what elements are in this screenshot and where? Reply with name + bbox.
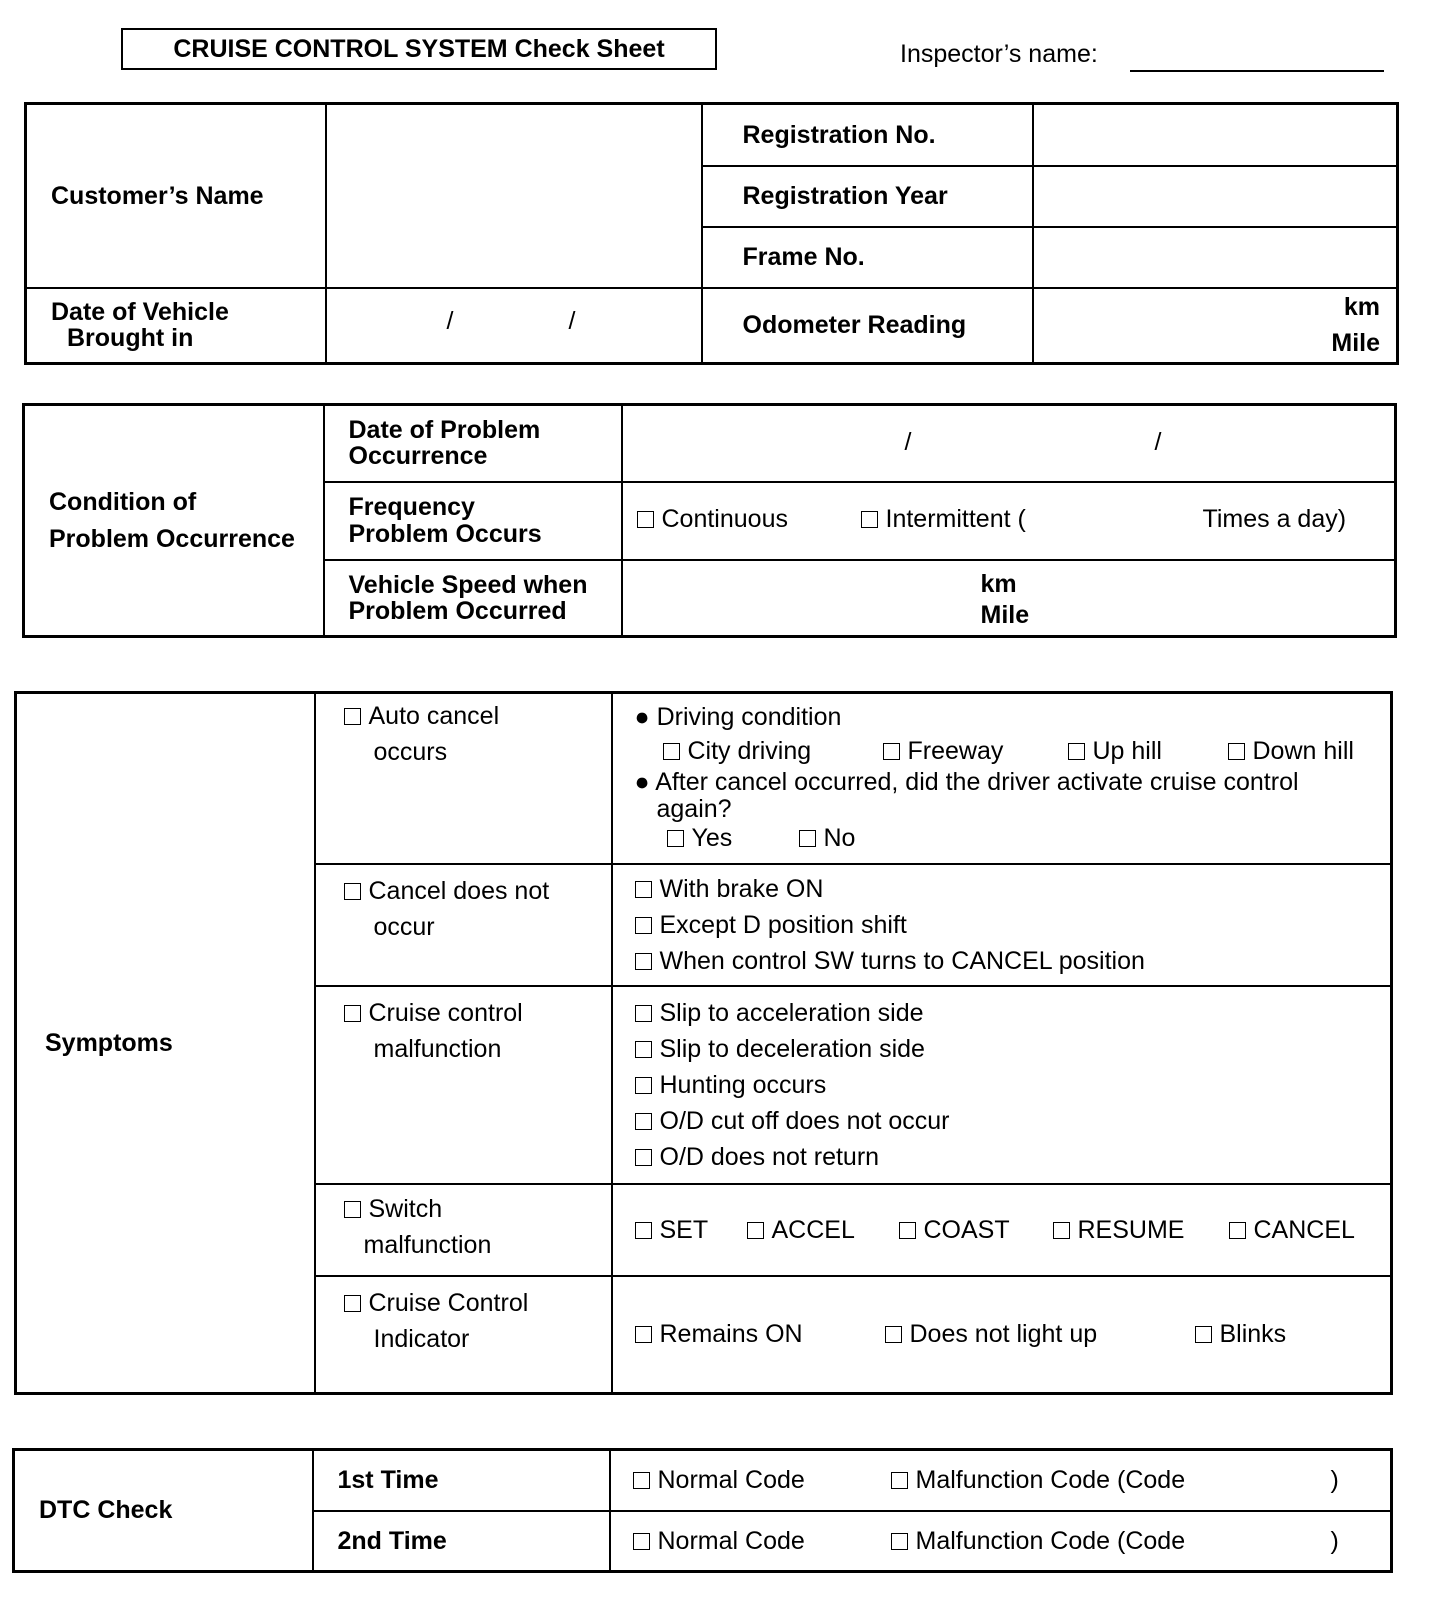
option-label: Freeway — [907, 737, 1004, 765]
checkbox[interactable] — [1228, 743, 1245, 760]
cancel-not-occur-option — [315, 864, 612, 986]
indicator-label: Cruise Control — [368, 1288, 529, 1317]
except-d-position-option[interactable] — [635, 907, 1391, 943]
odometer-field[interactable] — [1033, 288, 1398, 364]
registration-no-label: Registration No. — [702, 104, 1033, 166]
accel-option[interactable] — [747, 1212, 899, 1248]
checkbox[interactable] — [635, 1326, 652, 1343]
slip-acceleration-option[interactable] — [635, 995, 1391, 1031]
driving-condition-options — [635, 734, 1391, 768]
odometer-label: Odometer Reading — [702, 288, 1033, 364]
switch-details — [612, 1184, 1392, 1276]
registration-year-field[interactable] — [1033, 166, 1398, 227]
date-separator: / — [446, 306, 454, 335]
checkbox[interactable] — [1229, 1222, 1246, 1239]
second-time-options — [610, 1511, 1392, 1572]
checkbox[interactable] — [747, 1222, 764, 1239]
option-label: Except D position shift — [659, 910, 907, 939]
date-brought-in-label-line-2: Brought in — [67, 324, 194, 353]
malfunction-details — [612, 986, 1392, 1184]
normal-code-option[interactable] — [633, 1462, 891, 1498]
checkbox[interactable] — [1053, 1222, 1070, 1239]
normal-code-option[interactable] — [633, 1523, 891, 1559]
vehicle-speed-label — [324, 560, 622, 637]
option-label: O/D cut off does not occur — [659, 1106, 950, 1135]
malfunction-code-option[interactable] — [891, 1523, 1331, 1559]
customer-name-label: Customer’s Name — [26, 104, 326, 288]
malfunction-code-option[interactable] — [891, 1462, 1331, 1498]
cancel-option[interactable] — [1229, 1212, 1355, 1248]
resume-option[interactable] — [1053, 1212, 1229, 1248]
dtc-check-table — [12, 1448, 1393, 1573]
option-label: Down hill — [1252, 737, 1354, 765]
option-label: Blinks — [1219, 1320, 1287, 1349]
malfunction-option — [315, 986, 612, 1184]
down-hill-option[interactable] — [1228, 734, 1354, 768]
date-separator: / — [904, 428, 912, 456]
checkbox[interactable] — [891, 1472, 908, 1489]
condition-label-line-2: Problem Occurrence — [49, 524, 295, 553]
option-label: Up hill — [1092, 737, 1162, 765]
dtc-check-label: DTC Check — [14, 1450, 313, 1572]
problem-date-label-line-1: Date of Problem — [348, 416, 541, 444]
second-time-label: 2nd Time — [313, 1511, 610, 1572]
checkbox[interactable] — [344, 708, 361, 725]
cancel-question-line-2: again? — [656, 795, 732, 823]
inspector-name-label: Inspector’s name: — [900, 40, 1098, 68]
malfunction-label: Cruise control — [368, 998, 523, 1027]
symptoms-section-label: Symptoms — [16, 693, 315, 1394]
checkbox[interactable] — [344, 883, 361, 900]
switch-options — [635, 1212, 1391, 1248]
cancel-not-occur-details — [612, 864, 1392, 986]
up-hill-option[interactable] — [1068, 734, 1228, 768]
checkbox[interactable] — [861, 511, 878, 528]
checkbox[interactable] — [635, 1149, 652, 1166]
condition-table — [22, 403, 1397, 638]
frequency-label-line-1: Frequency — [348, 493, 475, 522]
indicator-options — [635, 1316, 1391, 1352]
option-label: SET — [659, 1215, 709, 1244]
option-label: Hunting occurs — [659, 1070, 827, 1099]
cancel-not-occur-label-line-2: occur — [373, 912, 435, 941]
checkbox[interactable] — [885, 1326, 902, 1343]
close-paren: ) — [1330, 1526, 1339, 1555]
checkbox[interactable] — [344, 1201, 361, 1218]
blinks-option[interactable] — [1195, 1316, 1287, 1352]
od-not-return-option[interactable] — [635, 1139, 1391, 1175]
option-label: Slip to deceleration side — [659, 1034, 925, 1063]
checkbox[interactable] — [899, 1222, 916, 1239]
checkbox[interactable] — [633, 1472, 650, 1489]
does-not-light-up-option[interactable] — [885, 1316, 1195, 1352]
form-title: CRUISE CONTROL SYSTEM Check Sheet — [121, 28, 717, 70]
option-label: Normal Code — [657, 1466, 805, 1495]
speed-unit-mile: Mile — [980, 600, 1030, 629]
first-time-options — [610, 1450, 1392, 1511]
option-label: Does not light up — [909, 1320, 1098, 1349]
driving-condition-label: Driving condition — [656, 703, 842, 731]
option-label: Remains ON — [659, 1320, 803, 1349]
slip-deceleration-option[interactable] — [635, 1031, 1391, 1067]
cancel-not-occur-label: Cancel does not — [368, 876, 550, 905]
indicator-label-line-2: Indicator — [373, 1324, 470, 1353]
checkbox[interactable] — [344, 1295, 361, 1312]
indicator-option — [315, 1276, 612, 1394]
checkbox[interactable] — [1068, 743, 1085, 760]
city-driving-option[interactable] — [663, 734, 883, 768]
checkbox[interactable] — [663, 743, 680, 760]
hunting-option[interactable] — [635, 1067, 1391, 1103]
date-separator: / — [568, 306, 576, 335]
condition-label-line-1: Condition of — [49, 487, 197, 516]
times-a-day-label: Times a day) — [1202, 504, 1347, 533]
frequency-field — [622, 482, 1396, 560]
odometer-unit-mile: Mile — [1331, 329, 1380, 358]
vehicle-speed-label-line-1: Vehicle Speed when — [348, 570, 588, 599]
option-label: City driving — [687, 737, 812, 765]
condition-section-label — [24, 405, 324, 637]
intermittent-option[interactable] — [861, 505, 1026, 534]
option-label: CANCEL — [1253, 1215, 1355, 1244]
checkbox[interactable] — [667, 830, 684, 847]
vehicle-speed-label-line-2: Problem Occurred — [348, 596, 567, 625]
option-label: Normal Code — [657, 1526, 805, 1555]
problem-date-field[interactable] — [622, 405, 1396, 482]
problem-date-label-line-2: Occurrence — [348, 442, 488, 471]
first-time-label: 1st Time — [313, 1450, 610, 1511]
auto-cancel-details — [612, 693, 1392, 864]
malfunction-label-line-2: malfunction — [373, 1034, 502, 1063]
auto-cancel-option — [315, 693, 612, 864]
checkbox[interactable] — [344, 1005, 361, 1022]
continuous-label: Continuous — [661, 504, 788, 533]
option-label: RESUME — [1077, 1215, 1185, 1244]
continuous-option[interactable] — [637, 505, 788, 534]
date-brought-in-field[interactable] — [326, 288, 702, 364]
option-label: O/D does not return — [659, 1142, 880, 1171]
checkbox[interactable] — [799, 830, 816, 847]
date-brought-in-label-line-1: Date of Vehicle — [51, 298, 229, 326]
yes-option[interactable] — [667, 822, 799, 854]
switch-label-line-2: malfunction — [363, 1230, 492, 1259]
checkbox[interactable] — [635, 1222, 652, 1239]
checkbox[interactable] — [891, 1533, 908, 1550]
frame-no-field[interactable] — [1033, 227, 1398, 288]
option-label: Malfunction Code (Code — [915, 1526, 1186, 1555]
option-label: With brake ON — [659, 874, 824, 903]
auto-cancel-label: Auto cancel — [368, 702, 500, 730]
vehicle-speed-field[interactable] — [622, 560, 1396, 637]
cancel-position-option[interactable] — [635, 943, 1391, 979]
bullet-icon: ● — [634, 703, 650, 731]
freeway-option[interactable] — [883, 734, 1068, 768]
checkbox[interactable] — [635, 1113, 652, 1130]
option-label: No — [823, 824, 856, 852]
date-separator: / — [1154, 428, 1162, 456]
close-paren: ) — [1330, 1466, 1339, 1495]
vehicle-info-table — [24, 102, 1399, 365]
set-option[interactable] — [635, 1212, 747, 1248]
auto-cancel-label-line-2: occurs — [373, 738, 448, 766]
option-label: Malfunction Code (Code — [915, 1466, 1186, 1495]
od-cut-off-option[interactable] — [635, 1103, 1391, 1139]
date-brought-in-label — [26, 288, 326, 364]
option-label: COAST — [923, 1215, 1010, 1244]
option-label: Slip to acceleration side — [659, 998, 924, 1027]
remains-on-option[interactable] — [635, 1316, 885, 1352]
yes-no-options — [635, 822, 1391, 854]
checkbox[interactable] — [637, 511, 654, 528]
problem-date-label — [324, 405, 622, 482]
no-option[interactable] — [799, 822, 856, 854]
speed-unit-km: km — [980, 569, 1017, 598]
option-label: ACCEL — [771, 1215, 855, 1244]
bullet-icon: ● — [634, 768, 650, 796]
speed-units — [981, 569, 1030, 631]
checkbox[interactable] — [635, 1077, 652, 1094]
inspector-name-field[interactable] — [1130, 70, 1384, 72]
indicator-details — [612, 1276, 1392, 1394]
frame-no-label: Frame No. — [702, 227, 1033, 288]
customer-name-field[interactable] — [326, 104, 702, 288]
symptoms-table — [14, 691, 1393, 1395]
registration-no-field[interactable] — [1033, 104, 1398, 166]
registration-year-label: Registration Year — [702, 166, 1033, 227]
frequency-label — [324, 482, 622, 560]
checkbox[interactable] — [635, 881, 652, 898]
checkbox[interactable] — [883, 743, 900, 760]
cancel-question: After cancel occurred, did the driver activate cruise control — [655, 768, 1299, 796]
checkbox[interactable] — [635, 953, 652, 970]
switch-label: Switch — [368, 1194, 443, 1223]
frequency-label-line-2: Problem Occurs — [348, 519, 542, 548]
checkbox[interactable] — [635, 917, 652, 934]
switch-malfunction-option — [315, 1184, 612, 1276]
coast-option[interactable] — [899, 1212, 1053, 1248]
checkbox[interactable] — [1195, 1326, 1212, 1343]
odometer-unit-km: km — [1343, 293, 1380, 322]
checkbox[interactable] — [635, 1005, 652, 1022]
checkbox[interactable] — [633, 1533, 650, 1550]
checkbox[interactable] — [635, 1041, 652, 1058]
intermittent-label: Intermittent ( — [885, 504, 1026, 533]
option-label: Yes — [691, 824, 733, 852]
with-brake-on-option[interactable] — [635, 871, 1391, 907]
option-label: When control SW turns to CANCEL position — [659, 946, 1145, 975]
